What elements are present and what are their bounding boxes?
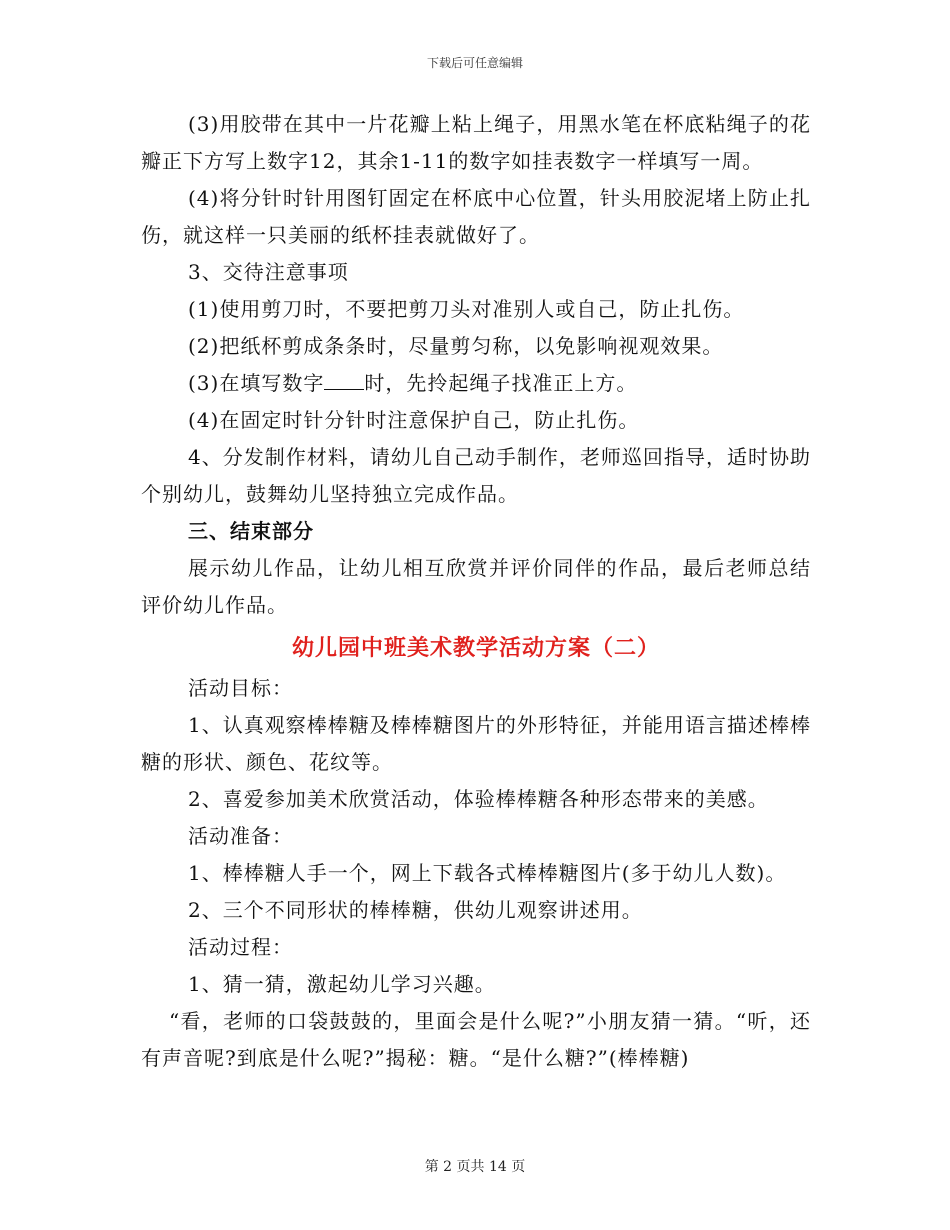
dialogue-paragraph: “看，老师的口袋鼓鼓的，里面会是什么呢?”小朋友猜一猜。“听，还有声音呢?到底是什么呢?”揭秘：糖。“是什么糖?”(棒棒糖)	[141, 1009, 811, 1070]
paragraph: 活动过程：	[188, 935, 293, 959]
paragraph: 4、分发制作材料，请幼儿自己动手制作，老师巡回指导，适时协助个别幼儿，鼓舞幼儿坚持独立完成作品。	[141, 445, 811, 506]
paragraph: 1、猜一猜，激起幼儿学习兴趣。	[188, 972, 496, 996]
paragraph: 2、三个不同形状的棒棒糖，供幼儿观察讲述用。	[188, 898, 643, 922]
paragraph: (1)使用剪刀时，不要把剪刀头对准别人或自己，防止扎伤。	[188, 297, 745, 321]
paragraph: (4)在固定时针分针时注意保护自己，防止扎伤。	[188, 408, 640, 432]
document-body	[141, 106, 811, 1077]
fill-in-blank	[324, 371, 364, 390]
paragraph-with-blank	[141, 365, 811, 402]
paragraph: 活动目标：	[188, 676, 293, 700]
paragraph: 活动准备：	[188, 824, 293, 848]
page-footer: 第 2 页共 14 页	[424, 1159, 526, 1175]
paragraph: (2)把纸杯剪成条条时，尽量剪匀称，以免影响视观效果。	[188, 334, 724, 358]
page-header: 下载后可任意编辑	[426, 56, 523, 70]
section-title: 三、结束部分	[188, 519, 314, 543]
paragraph-text: 时，先拎起绳子找准正上方。	[364, 371, 638, 395]
paragraph: (4)将分针时针用图钉固定在杯底中心位置，针头用胶泥堵上防止扎伤，就这样一只美丽的纸杯挂表就做好了。	[141, 186, 811, 247]
paragraph-text: (3)在填写数字	[188, 371, 325, 395]
paragraph: 3、交待注意事项	[188, 260, 349, 284]
document-heading: 幼儿园中班美术教学活动方案（二）	[291, 635, 660, 661]
paragraph: 1、认真观察棒棒糖及棒棒糖图片的外形特征，并能用语言描述棒棒糖的形状、颜色、花纹等。	[141, 713, 811, 774]
paragraph: 2、喜爱参加美术欣赏活动，体验棒棒糖各种形态带来的美感。	[188, 787, 769, 811]
paragraph: (3)用胶带在其中一片花瓣上粘上绳子，用黑水笔在杯底粘绳子的花瓣正下方写上数字12，其余1-11的数字如挂表数字一样填写一周。	[141, 112, 811, 173]
paragraph: 1、棒棒糖人手一个，网上下载各式棒棒糖图片(多于幼儿人数)。	[188, 861, 787, 885]
paragraph: 展示幼儿作品，让幼儿相互欣赏并评价同伴的作品，最后老师总结评价幼儿作品。	[141, 556, 811, 617]
